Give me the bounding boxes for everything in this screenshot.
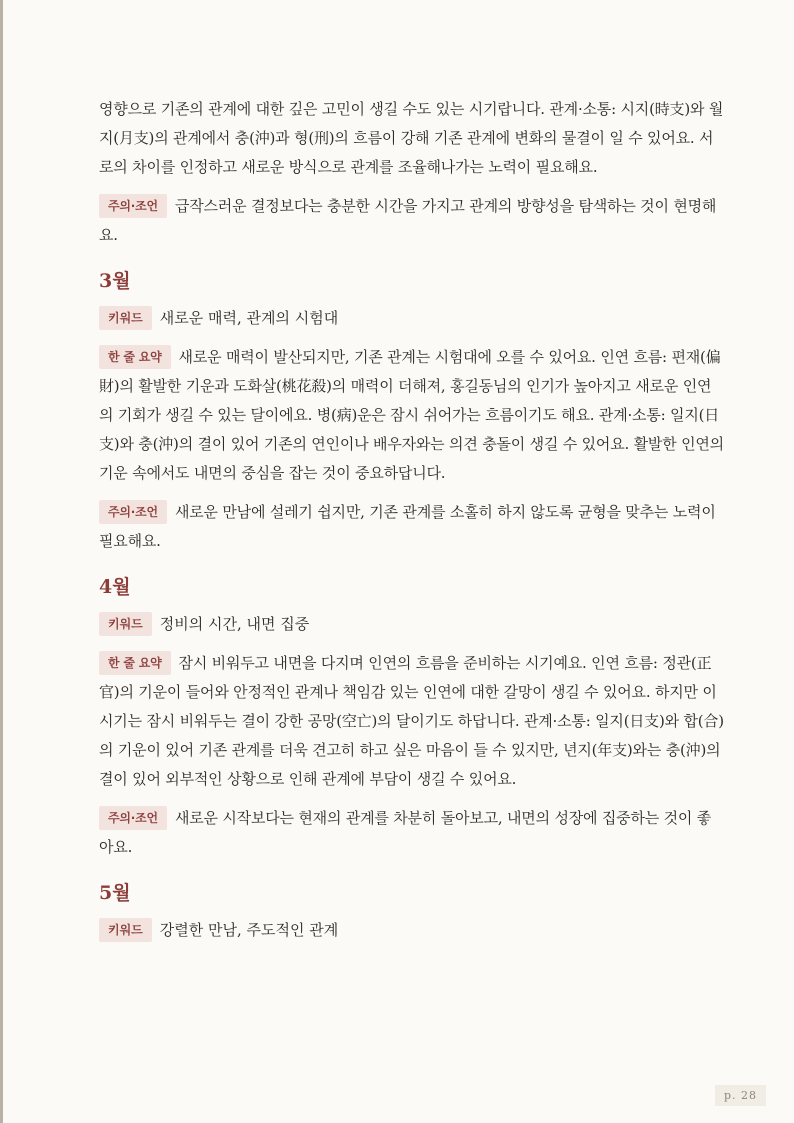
intro-paragraph: 영향으로 기존의 관계에 대한 깊은 고민이 생길 수도 있는 시기랍니다. 관계·소통: 시지(時支)와 월지(月支)의 관계에서 충(沖)과 형(刑)의 흐름이 강해 기존 관계에 변화의 물결이 일 수 있어요. 서로의 차이를 인정하고 새로운 방식으로 관계를 조율해나가는 노력이 필요해요.	[99, 100, 724, 176]
summary-tag: 한 줄 요약	[99, 345, 171, 369]
caution-paragraph	[99, 804, 724, 862]
keyword-line	[99, 610, 724, 639]
page-left-rule	[0, 0, 3, 1123]
month-heading: 3월	[99, 270, 131, 292]
keyword-tag: 키워드	[99, 612, 152, 636]
summary-text: 새로운 매력이 발산되지만, 기존 관계는 시험대에 오를 수 있어요. 인연 흐름: 편재(偏財)의 활발한 기운과 도화살(桃花殺)의 매력이 더해져, 홍길동님의 인기가 높아지고 새로운 인연의 기회가 생길 수 있는 달이에요. 병(病)운은 잠시 쉬어가는 흐름이기도 해요. 관계·소통: 일지(日支)와 충(沖)의 결이 있어 기존의 연인이나 배우자와는 의견 충돌이 생길 수 있어요. 활발한 인연의 기운 속에서도 내면의 중심을 잡는 것이 중요하답니다.	[99, 348, 724, 482]
keyword-text: 강렬한 만남, 주도적인 관계	[159, 921, 339, 939]
keyword-line	[99, 304, 724, 333]
caution-text: 새로운 만남에 설레기 쉽지만, 기존 관계를 소홀히 하지 않도록 균형을 맞추는 노력이 필요해요.	[99, 503, 716, 550]
keyword-tag: 키워드	[99, 918, 152, 942]
caution-paragraph	[99, 498, 724, 556]
summary-tag: 한 줄 요약	[99, 651, 171, 675]
caution-tag: 주의·조언	[99, 194, 167, 218]
keyword-line	[99, 916, 724, 945]
caution-tag: 주의·조언	[99, 806, 167, 830]
keyword-text: 새로운 매력, 관계의 시험대	[159, 309, 339, 327]
summary-text: 잠시 비워두고 내면을 다지며 인연의 흐름을 준비하는 시기예요. 인연 흐름: 정관(正官)의 기운이 들어와 안정적인 관계나 책임감 있는 인연에 대한 갈망이 생길 수 있어요. 하지만 이 시기는 잠시 비워두는 결이 강한 공망(空亡)의 달이기도 하답니다. 관계·소통: 일지(日支)와 합(合)의 기운이 있어 기존 관계를 더욱 견고히 하고 싶은 마음이 들 수 있지만, 년지(年支)와는 충(沖)의 결이 있어 외부적인 상황으로 인해 관계에 부담이 생길 수 있어요.	[99, 654, 724, 788]
summary-paragraph	[99, 343, 724, 488]
keyword-text: 정비의 시간, 내면 집중	[159, 615, 310, 633]
intro-caution	[99, 192, 724, 250]
month-heading: 5월	[99, 882, 131, 904]
caution-text: 새로운 시작보다는 현재의 관계를 차분히 돌아보고, 내면의 성장에 집중하는 것이 좋아요.	[99, 809, 712, 856]
caution-tag: 주의·조언	[99, 500, 167, 524]
summary-paragraph	[99, 649, 724, 794]
caution-text: 급작스러운 결정보다는 충분한 시간을 가지고 관계의 방향성을 탐색하는 것이 현명해요.	[99, 197, 717, 244]
month-heading: 4월	[99, 576, 131, 598]
page-number: p. 28	[715, 1085, 766, 1106]
keyword-tag: 키워드	[99, 306, 152, 330]
page-content	[99, 95, 724, 945]
